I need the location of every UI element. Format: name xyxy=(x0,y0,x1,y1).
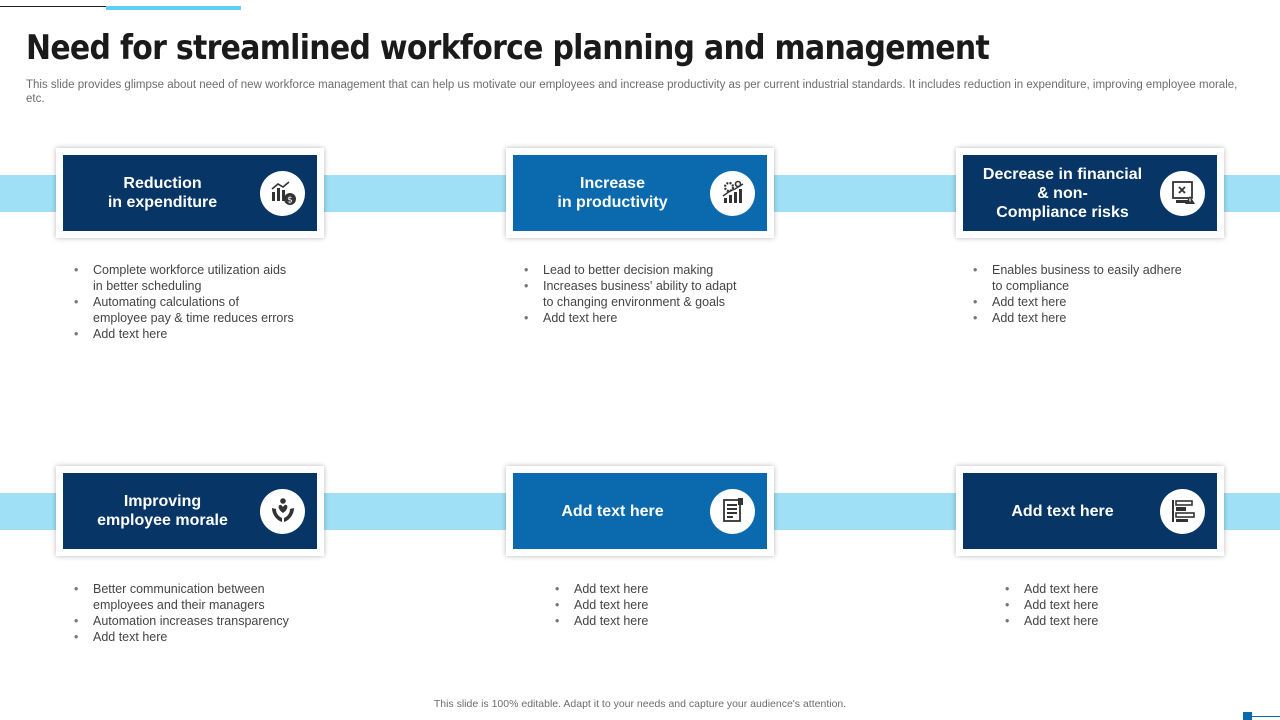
card-reduction-expenditure xyxy=(56,148,324,238)
document-list-icon xyxy=(710,489,755,534)
top-accent-line xyxy=(0,6,106,7)
productivity-gear-icon xyxy=(710,171,755,216)
card-title: Add text here xyxy=(1011,502,1114,520)
bullet-list xyxy=(74,262,334,342)
svg-text:$: $ xyxy=(286,195,293,206)
corner-accent-square xyxy=(1243,712,1252,720)
timeline-bars-icon xyxy=(1160,489,1205,534)
card-header xyxy=(63,155,317,231)
card-header xyxy=(963,473,1217,549)
page-title: Need for streamlined workforce planning and management xyxy=(26,28,990,68)
list-item: • Add text here xyxy=(555,597,755,613)
bullet-list xyxy=(973,262,1233,326)
card-header xyxy=(513,155,767,231)
list-item: • Add text here xyxy=(1005,613,1205,629)
list-item: • Add text here xyxy=(1005,581,1205,597)
list-item: • Lead to better decision making xyxy=(524,262,784,278)
bullet-list xyxy=(555,581,755,629)
card-title: Improving employee morale xyxy=(97,493,228,529)
list-item: • Add text here xyxy=(973,294,1233,310)
bullet-list xyxy=(524,262,784,326)
card-add-text-2 xyxy=(956,466,1224,556)
card-add-text-1 xyxy=(506,466,774,556)
card-title: Add text here xyxy=(561,502,664,520)
list-item: • Add text here xyxy=(524,310,784,326)
bullet-list xyxy=(74,581,334,645)
card-employee-morale xyxy=(56,466,324,556)
card-header xyxy=(63,473,317,549)
expenditure-chart-icon xyxy=(260,171,305,216)
list-item: • Add text here xyxy=(555,581,755,597)
list-item: • Better communication between employees and their managers xyxy=(74,581,334,613)
list-item: • Add text here xyxy=(555,613,755,629)
compliance-risk-icon xyxy=(1160,171,1205,216)
hands-heart-icon xyxy=(260,489,305,534)
list-item: • Add text here xyxy=(74,629,334,645)
list-item: • Add text here xyxy=(973,310,1233,326)
card-compliance-risks xyxy=(956,148,1224,238)
card-title: Increase in productivity xyxy=(557,175,668,211)
card-header xyxy=(963,155,1217,231)
list-item: • Complete workforce utilization aids in better scheduling xyxy=(74,262,334,294)
list-item: • Automating calculations of employee pay & time reduces errors xyxy=(74,294,334,326)
list-item: • Automation increases transparency xyxy=(74,613,334,629)
top-accent-bar xyxy=(106,6,241,10)
list-item: • Add text here xyxy=(74,326,334,342)
list-item: • Increases business' ability to adapt to changing environment & goals xyxy=(524,278,784,310)
card-title: Reduction in expenditure xyxy=(107,175,218,211)
list-item: • Add text here xyxy=(1005,597,1205,613)
card-title: Decrease in financial & non- Compliance risks xyxy=(982,165,1143,221)
card-increase-productivity xyxy=(506,148,774,238)
card-header xyxy=(513,473,767,549)
bullet-list xyxy=(1005,581,1205,629)
list-item: • Enables business to easily adhere to compliance xyxy=(973,262,1233,294)
footer-note: This slide is 100% editable. Adapt it to your needs and capture your audience's attention. xyxy=(433,698,847,710)
page-subtitle: This slide provides glimpse about need of new workforce management that can help us motivate our employees and increase productivity as per current industrial standards. It includes reduction in expenditure, improving employee morale, etc. xyxy=(26,79,1238,105)
